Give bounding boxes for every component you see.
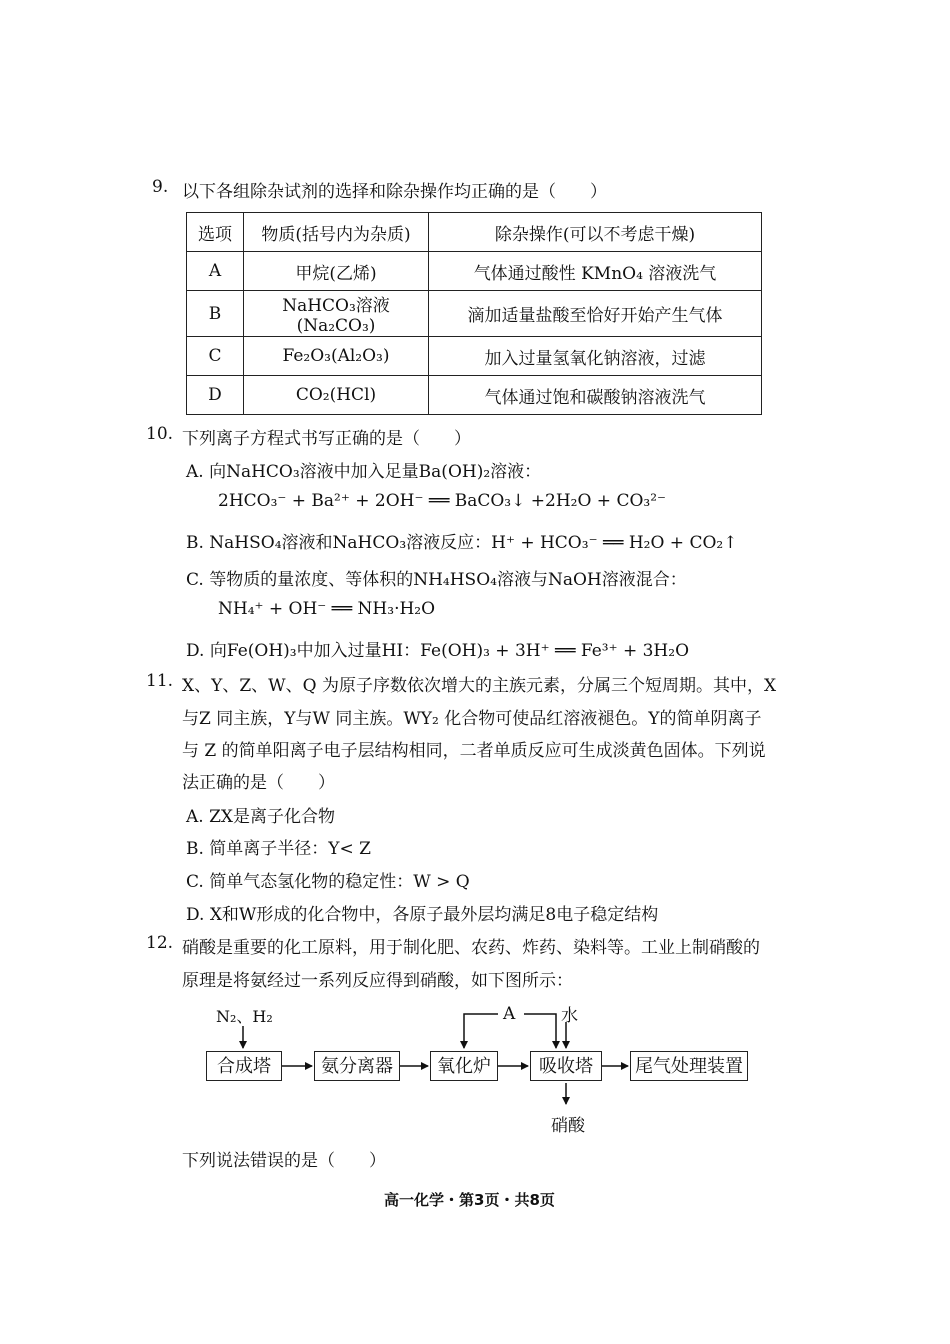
q11-option-c: C. 简单气态氢化物的稳定性：W > Q bbox=[186, 872, 470, 892]
q10-option-d: D. 向Fe(OH)₃中加入过量HI：Fe(OH)₃ + 3H⁺ ══ Fe³⁺ + 3H₂O bbox=[186, 641, 690, 661]
operation-cell: 加入过量氢氧化钠溶液，过滤 bbox=[429, 337, 762, 376]
q10-number: 10. bbox=[146, 424, 174, 444]
q11-option-b: B. 简单离子半径：Y< Z bbox=[186, 839, 371, 859]
q11-option-d: D. X和W形成的化合物中，各原子最外层均满足8电子稳定结构 bbox=[186, 905, 659, 925]
q11-stem-line1: X、Y、Z、W、Q 为原子序数依次增大的主族元素，分属三个短周期。其中，X bbox=[182, 676, 777, 696]
diagram-input-label: N₂、H₂ bbox=[216, 1007, 273, 1026]
diagram-label-water: 水 bbox=[561, 1006, 578, 1026]
table-header: 除杂操作(可以不考虑干燥) bbox=[429, 213, 762, 252]
box-synthesis-tower: 合成塔 bbox=[206, 1051, 282, 1081]
q12-stem-line1: 硝酸是重要的化工原料，用于制化肥、农药、炸药、染料等。工业上制硝酸的 bbox=[182, 938, 760, 958]
box-tail-gas-treatment: 尾气处理装置 bbox=[630, 1051, 748, 1081]
option-label: C bbox=[187, 337, 244, 376]
table-header: 选项 bbox=[187, 213, 244, 252]
operation-cell: 气体通过饱和碳酸钠溶液洗气 bbox=[429, 376, 762, 415]
substance-cell: CO₂(HCl) bbox=[244, 376, 429, 415]
box-absorption-tower: 吸收塔 bbox=[530, 1051, 602, 1081]
substance-cell: NaHCO₃溶液(Na₂CO₃) bbox=[244, 291, 429, 337]
option-label: A bbox=[187, 252, 244, 291]
arrow-a-to-absorption bbox=[524, 1014, 556, 1048]
q10-option-c-equation: NH₄⁺ + OH⁻ ══ NH₃·H₂O bbox=[218, 599, 436, 619]
q11-stem-line2: 与Z 同主族，Y与W 同主族。WY₂ 化合物可使品红溶液褪色。Y的简单阴离子 bbox=[182, 709, 762, 729]
option-label: D bbox=[187, 376, 244, 415]
table-header: 物质(括号内为杂质) bbox=[244, 213, 429, 252]
page-footer: 高一化学・第3页・共8页 bbox=[384, 1191, 555, 1209]
substance-cell: 甲烷(乙烯) bbox=[244, 252, 429, 291]
q12-question: 下列说法错误的是（ ） bbox=[182, 1151, 386, 1171]
q12-number: 12. bbox=[146, 933, 174, 953]
q10-option-a: A. 向NaHCO₃溶液中加入足量Ba(OH)₂溶液： bbox=[186, 462, 542, 482]
q11-stem-line4: 法正确的是（ ） bbox=[182, 773, 335, 793]
q10-stem: 下列离子方程式书写正确的是（ ） bbox=[182, 429, 471, 449]
q9-stem: 以下各组除杂试剂的选择和除杂操作均正确的是（ ） bbox=[182, 182, 607, 202]
diagram-output-label: 硝酸 bbox=[551, 1116, 585, 1136]
q11-number: 11. bbox=[146, 671, 174, 691]
q9-number: 9. bbox=[152, 177, 169, 197]
box-ammonia-separator: 氨分离器 bbox=[314, 1051, 400, 1081]
substance-cell: Fe₂O₃(Al₂O₃) bbox=[244, 337, 429, 376]
q10-option-b: B. NaHSO₄溶液和NaHCO₃溶液反应：H⁺ + HCO₃⁻ ══ H₂O + CO₂↑ bbox=[186, 533, 738, 553]
operation-cell: 气体通过酸性 KMnO₄ 溶液洗气 bbox=[429, 252, 762, 291]
q10-option-c: C. 等物质的量浓度、等体积的NH₄HSO₄溶液与NaOH溶液混合： bbox=[186, 570, 687, 590]
q11-stem-line3: 与 Z 的简单阳离子电子层结构相同，二者单质反应可生成淡黄色固体。下列说 bbox=[182, 741, 766, 761]
q12-stem-line2: 原理是将氨经过一系列反应得到硝酸，如下图所示： bbox=[182, 971, 573, 991]
diagram-label-a: A bbox=[503, 1004, 516, 1024]
q10-option-a-equation: 2HCO₃⁻ + Ba²⁺ + 2OH⁻ ══ BaCO₃↓ +2H₂O + CO₃²⁻ bbox=[218, 491, 666, 511]
box-oxidation-furnace: 氧化炉 bbox=[430, 1051, 498, 1081]
q11-option-a: A. ZX是离子化合物 bbox=[186, 807, 335, 827]
operation-cell: 滴加适量盐酸至恰好开始产生气体 bbox=[429, 291, 762, 337]
option-label: B bbox=[187, 291, 244, 337]
arrow-a-to-oxidation bbox=[464, 1014, 498, 1048]
